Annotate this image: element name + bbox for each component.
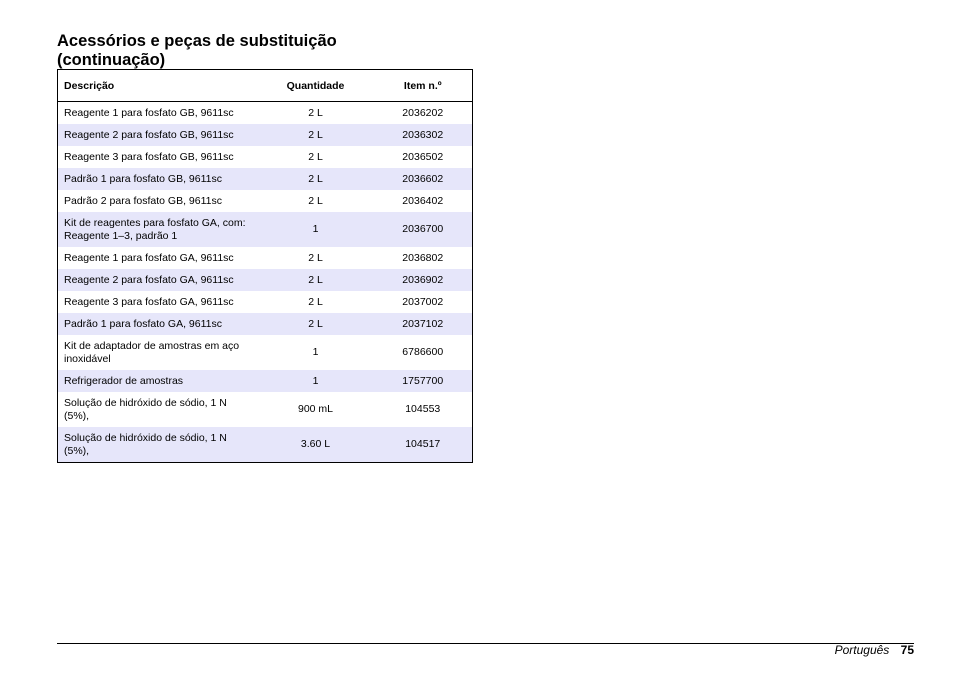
cell-quantity: 2 L — [308, 251, 323, 264]
cell-quantity: 2 L — [258, 313, 374, 335]
cell-description: Refrigerador de amostras — [58, 370, 258, 392]
table-row — [58, 335, 473, 370]
header-quantity: Quantidade — [258, 70, 374, 102]
cell-item-no: 2036602 — [374, 168, 473, 190]
cell-quantity: 1 — [258, 370, 374, 392]
table-row — [58, 427, 473, 463]
cell-quantity: 2 L — [258, 269, 374, 291]
table-row — [58, 124, 473, 146]
cell-quantity: 2 L — [258, 168, 374, 190]
cell-item-no: 104517 — [374, 427, 473, 463]
cell-description: Kit de reagentes para fosfato GA, com: Reagente 1–3, padrão 1 — [58, 212, 258, 247]
cell-item-no: 104553 — [405, 403, 441, 415]
table-row — [58, 370, 473, 392]
cell-description: Reagente 1 para fosfato GA, 9611sc — [64, 251, 234, 264]
page-title-line1: Acessórios e peças de substituição — [57, 32, 337, 50]
table-row — [58, 190, 473, 212]
table-header-row — [58, 70, 473, 102]
cell-item-no: 2037102 — [374, 313, 473, 335]
table-row — [58, 146, 473, 168]
table-row — [58, 212, 473, 247]
header-description: Descrição — [58, 70, 258, 102]
cell-item-no: 2037002 — [402, 295, 444, 308]
cell-item-no: 2036700 — [374, 212, 473, 247]
cell-quantity: 1 — [312, 346, 319, 358]
cell-item-no: 2036402 — [402, 194, 444, 207]
cell-description: Reagente 1 para fosfato GB, 9611sc — [64, 106, 234, 119]
cell-quantity: 2 L — [308, 150, 323, 163]
footer-language: Português — [834, 643, 890, 657]
cell-description: Reagente 2 para fosfato GB, 9611sc — [58, 124, 258, 146]
table-row — [58, 168, 473, 190]
footer-divider — [57, 643, 914, 644]
cell-description: Solução de hidróxido de sódio, 1 N (5%), — [64, 396, 227, 422]
cell-quantity: 2 L — [308, 194, 323, 207]
table-row — [58, 313, 473, 335]
page-title-line2: (continuação) — [57, 51, 166, 69]
cell-quantity: 2 L — [258, 124, 374, 146]
cell-item-no: 2036202 — [402, 106, 444, 119]
cell-item-no: 2036902 — [374, 269, 473, 291]
cell-item-no: 1757700 — [374, 370, 473, 392]
header-item-no: Item n.º — [374, 70, 473, 102]
cell-quantity: 900 mL — [297, 403, 334, 415]
cell-quantity: 2 L — [308, 106, 323, 119]
cell-quantity: 2 L — [308, 295, 323, 308]
table-row — [58, 247, 473, 269]
page-number: 75 — [900, 643, 914, 657]
table-row — [58, 269, 473, 291]
page-footer — [835, 643, 914, 657]
cell-item-no: 6786600 — [402, 346, 444, 358]
cell-item-no: 2036802 — [402, 251, 444, 264]
cell-item-no: 2036502 — [402, 150, 444, 163]
cell-description: Reagente 3 para fosfato GB, 9611sc — [64, 150, 234, 163]
cell-description: Padrão 1 para fosfato GA, 9611sc — [58, 313, 258, 335]
cell-description: Kit de adaptador de amostras em aço inoxidável — [64, 339, 240, 365]
table-row — [58, 392, 473, 427]
cell-description: Padrão 1 para fosfato GB, 9611sc — [58, 168, 258, 190]
cell-quantity: 3.60 L — [258, 427, 374, 463]
cell-description: Reagente 3 para fosfato GA, 9611sc — [64, 295, 234, 308]
cell-quantity: 1 — [258, 212, 374, 247]
cell-item-no: 2036302 — [374, 124, 473, 146]
cell-description: Reagente 2 para fosfato GA, 9611sc — [58, 269, 258, 291]
parts-table — [57, 69, 473, 463]
cell-description: Solução de hidróxido de sódio, 1 N (5%), — [58, 427, 258, 463]
table-row — [58, 291, 473, 313]
table-row — [58, 102, 473, 125]
cell-description: Padrão 2 para fosfato GB, 9611sc — [64, 194, 222, 207]
page-title — [57, 32, 477, 70]
